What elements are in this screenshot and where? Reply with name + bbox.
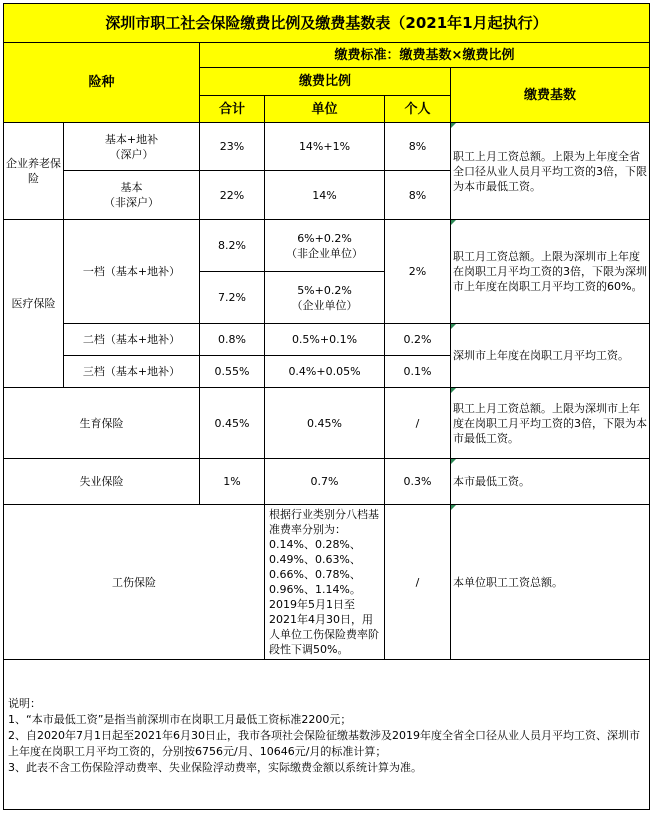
unemployment-personal: 0.3%: [385, 459, 451, 505]
note-item-1: 1、“本市最低工资”是指当前深圳市在岗职工月最低工资标准2200元；: [8, 713, 352, 726]
note-item-3: 3、此表不含工伤保险浮动费率、失业保险浮动费率，实际缴费金额以系统计算为准。: [8, 761, 422, 774]
injury-ratio-text: 根据行业类别分八档基准费率分别为：0.14%、0.28%、0.49%、0.63%、0.66%、0.78%、0.96%、1.14%。2019年5月1日至2021年4月30日，用人单位工伤保险费率阶段性下调50%。: [265, 505, 385, 660]
medical-tier2-personal: 0.2%: [385, 324, 451, 356]
unemployment-total: 1%: [200, 459, 265, 505]
standard-header: 缴费标准：缴费基数×缴费比例: [200, 43, 650, 68]
medical-tier1-enterprise-employer: [265, 272, 385, 324]
injury-base: 本单位职工工资总额。: [451, 505, 650, 660]
note-item-2: 2、自2020年7月1日起至2021年6月30日止，我市各项社会保险征缴基数涉及2019年度全省全口径从业人员月平均工资、深圳市上年度在岗职工月平均工资的，分别按6756元/月、10646元/月的标准计算；: [8, 729, 640, 758]
medical-tier1-personal: 2%: [385, 220, 451, 324]
pension-nonlocal-employer: 14%: [265, 171, 385, 220]
notes-heading: 说明：: [8, 697, 41, 710]
medical-tier1-label: 一档（基本+地补）: [64, 220, 200, 324]
medical-enterprise-note: （企业单位）: [291, 298, 358, 312]
injury-personal: /: [385, 505, 451, 660]
medical-enterprise-rate: 5%+0.2%: [297, 283, 352, 297]
pension-base: 职工上月工资总额。上限为上年度全省全口径从业人员月平均工资的3倍，下限为本市最低工资。: [451, 123, 650, 220]
pension-category: 企业养老保险: [4, 123, 64, 220]
pension-type-nonlocal: [64, 171, 200, 220]
unemployment-label: 失业保险: [4, 459, 200, 505]
pension-local-total: 23%: [200, 123, 265, 171]
total-header: 合计: [200, 96, 265, 123]
pension-type-local-note: （深户）: [109, 147, 154, 161]
medical-nonenterprise-note: （非企业单位）: [286, 246, 363, 260]
base-header: 缴费基数: [451, 68, 650, 123]
medical-tier1-enterprise-total: 7.2%: [200, 272, 265, 324]
medical-tier3-label: 三档（基本+地补）: [64, 356, 200, 388]
maternity-label: 生育保险: [4, 388, 200, 459]
maternity-base: 职工上月工资总额。上限为深圳市上年度在岗职工月平均工资的3倍，下限为本市最低工资。: [451, 388, 650, 459]
medical-tier1-nonenterprise-employer: [265, 220, 385, 272]
pension-type-nonlocal-note: （非深户）: [104, 196, 159, 209]
injury-label: 工伤保险: [4, 505, 265, 660]
pension-nonlocal-total: 22%: [200, 171, 265, 220]
pension-local-employer: 14%+1%: [265, 123, 385, 171]
medical-tier1-nonenterprise-total: 8.2%: [200, 220, 265, 272]
pension-local-personal: 8%: [385, 123, 451, 171]
medical-tier2-total: 0.8%: [200, 324, 265, 356]
unemployment-employer: 0.7%: [265, 459, 385, 505]
table-title: 深圳市职工社会保险缴费比例及缴费基数表（2021年1月起执行）: [4, 4, 650, 43]
medical-tier1-base: 职工月工资总额。上限为深圳市上年度在岗职工月平均工资的3倍，下限为深圳市上年度在岗职工月平均工资的60%。: [451, 220, 650, 324]
personal-header: 个人: [385, 96, 451, 123]
insurance-rate-table: [3, 3, 650, 810]
medical-tier3-total: 0.55%: [200, 356, 265, 388]
pension-type-local-label: 基本+地补: [104, 132, 159, 146]
pension-type-local: [64, 123, 200, 171]
medical-category: 医疗保险: [4, 220, 64, 388]
medical-tier23-base: 深圳市上年度在岗职工月平均工资。: [451, 324, 650, 388]
medical-tier3-employer: 0.4%+0.05%: [265, 356, 385, 388]
ratio-header: 缴费比例: [200, 68, 451, 96]
medical-nonenterprise-rate: 6%+0.2%: [297, 231, 352, 245]
medical-tier2-employer: 0.5%+0.1%: [265, 324, 385, 356]
pension-type-nonlocal-label: 基本: [120, 181, 143, 194]
maternity-total: 0.45%: [200, 388, 265, 459]
notes-section: [4, 660, 650, 810]
employer-header: 单位: [265, 96, 385, 123]
unemployment-base: 本市最低工资。: [451, 459, 650, 505]
insurance-type-header: 险种: [4, 43, 200, 123]
maternity-personal: /: [385, 388, 451, 459]
maternity-employer: 0.45%: [265, 388, 385, 459]
pension-nonlocal-personal: 8%: [385, 171, 451, 220]
medical-tier2-label: 二档（基本+地补）: [64, 324, 200, 356]
medical-tier3-personal: 0.1%: [385, 356, 451, 388]
